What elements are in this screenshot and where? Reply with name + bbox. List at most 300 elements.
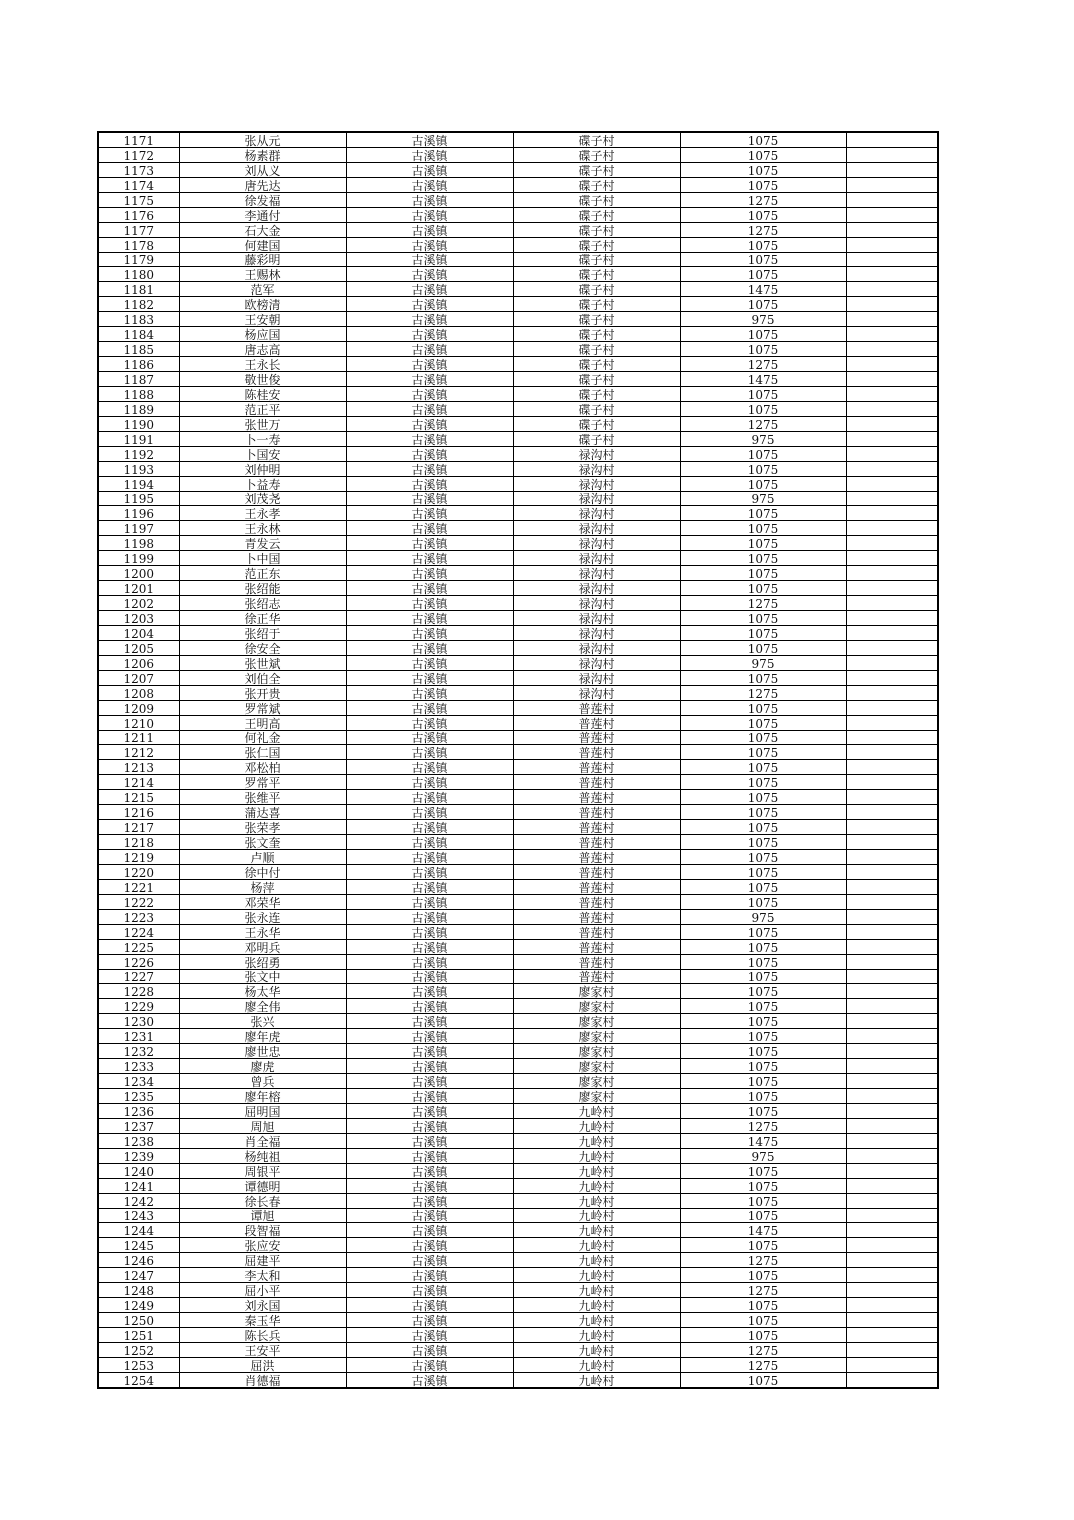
name-cell: 徐正华	[179, 611, 346, 626]
village-cell: 普莲村	[513, 864, 680, 879]
serial-number-cell: 1212	[98, 745, 179, 760]
name-cell: 杨萍	[179, 879, 346, 894]
amount-cell: 1475	[680, 372, 846, 387]
town-cell: 古溪镇	[346, 431, 513, 446]
remark-cell	[846, 521, 938, 536]
town-cell: 古溪镇	[346, 1268, 513, 1283]
name-cell: 周银平	[179, 1163, 346, 1178]
serial-number-cell: 1207	[98, 670, 179, 685]
name-cell: 邓明兵	[179, 939, 346, 954]
amount-cell: 1075	[680, 924, 846, 939]
village-cell: 普莲村	[513, 909, 680, 924]
town-cell: 古溪镇	[346, 372, 513, 387]
remark-cell	[846, 1372, 938, 1387]
remark-cell	[846, 386, 938, 401]
village-cell: 碟子村	[513, 327, 680, 342]
town-cell: 古溪镇	[346, 401, 513, 416]
serial-number-cell: 1191	[98, 431, 179, 446]
amount-cell: 1075	[680, 715, 846, 730]
remark-cell	[846, 357, 938, 372]
town-cell: 古溪镇	[346, 1328, 513, 1343]
amount-cell: 1075	[680, 611, 846, 626]
village-cell: 碟子村	[513, 252, 680, 267]
town-cell: 古溪镇	[346, 297, 513, 312]
serial-number-cell: 1190	[98, 416, 179, 431]
remark-cell	[846, 939, 938, 954]
table-row	[98, 357, 938, 372]
village-cell: 九岭村	[513, 1133, 680, 1148]
remark-cell	[846, 1208, 938, 1223]
name-cell: 卜国安	[179, 446, 346, 461]
amount-cell: 1075	[680, 521, 846, 536]
name-cell: 王明高	[179, 715, 346, 730]
village-cell: 禄沟村	[513, 536, 680, 551]
remark-cell	[846, 864, 938, 879]
table-row	[98, 640, 938, 655]
village-cell: 廖家村	[513, 1074, 680, 1089]
serial-number-cell: 1242	[98, 1193, 179, 1208]
serial-number-cell: 1187	[98, 372, 179, 387]
name-cell: 张世斌	[179, 655, 346, 670]
remark-cell	[846, 969, 938, 984]
amount-cell: 1075	[680, 820, 846, 835]
name-cell: 欧榜清	[179, 297, 346, 312]
village-cell: 九岭村	[513, 1283, 680, 1298]
remark-cell	[846, 760, 938, 775]
village-cell: 普莲村	[513, 850, 680, 865]
name-cell: 杨应国	[179, 327, 346, 342]
village-cell: 九岭村	[513, 1298, 680, 1313]
name-cell: 谭旭	[179, 1208, 346, 1223]
name-cell: 张绍于	[179, 625, 346, 640]
town-cell: 古溪镇	[346, 536, 513, 551]
name-cell: 李太和	[179, 1268, 346, 1283]
serial-number-cell: 1213	[98, 760, 179, 775]
table-row	[98, 1372, 938, 1387]
serial-number-cell: 1220	[98, 864, 179, 879]
table-row	[98, 1044, 938, 1059]
remark-cell	[846, 476, 938, 491]
town-cell: 古溪镇	[346, 715, 513, 730]
amount-cell: 1075	[680, 566, 846, 581]
name-cell: 张文中	[179, 969, 346, 984]
town-cell: 古溪镇	[346, 416, 513, 431]
village-cell: 普莲村	[513, 715, 680, 730]
serial-number-cell: 1227	[98, 969, 179, 984]
serial-number-cell: 1234	[98, 1074, 179, 1089]
amount-cell: 1275	[680, 685, 846, 700]
table-row	[98, 685, 938, 700]
amount-cell: 1475	[680, 1133, 846, 1148]
remark-cell	[846, 924, 938, 939]
name-cell: 张兴	[179, 1014, 346, 1029]
village-cell: 普莲村	[513, 700, 680, 715]
serial-number-cell: 1228	[98, 984, 179, 999]
remark-cell	[846, 491, 938, 506]
village-cell: 九岭村	[513, 1103, 680, 1118]
serial-number-cell: 1244	[98, 1223, 179, 1238]
amount-cell: 975	[680, 491, 846, 506]
serial-number-cell: 1192	[98, 446, 179, 461]
name-cell: 屈明国	[179, 1103, 346, 1118]
village-cell: 廖家村	[513, 1089, 680, 1104]
name-cell: 刘从义	[179, 162, 346, 177]
town-cell: 古溪镇	[346, 1313, 513, 1328]
name-cell: 蒲达喜	[179, 805, 346, 820]
serial-number-cell: 1218	[98, 835, 179, 850]
town-cell: 古溪镇	[346, 864, 513, 879]
amount-cell: 1275	[680, 1357, 846, 1372]
serial-number-cell: 1200	[98, 566, 179, 581]
remark-cell	[846, 640, 938, 655]
remark-cell	[846, 596, 938, 611]
town-cell: 古溪镇	[346, 1342, 513, 1357]
remark-cell	[846, 1178, 938, 1193]
town-cell: 古溪镇	[346, 312, 513, 327]
serial-number-cell: 1182	[98, 297, 179, 312]
table-row	[98, 446, 938, 461]
table-row	[98, 924, 938, 939]
table-row	[98, 1089, 938, 1104]
town-cell: 古溪镇	[346, 775, 513, 790]
town-cell: 古溪镇	[346, 207, 513, 222]
amount-cell: 1075	[680, 954, 846, 969]
serial-number-cell: 1219	[98, 850, 179, 865]
village-cell: 碟子村	[513, 132, 680, 147]
village-cell: 禄沟村	[513, 566, 680, 581]
serial-number-cell: 1245	[98, 1238, 179, 1253]
table-row	[98, 894, 938, 909]
serial-number-cell: 1225	[98, 939, 179, 954]
village-cell: 碟子村	[513, 312, 680, 327]
village-cell: 禄沟村	[513, 625, 680, 640]
amount-cell: 1075	[680, 401, 846, 416]
town-cell: 古溪镇	[346, 969, 513, 984]
amount-cell: 1075	[680, 476, 846, 491]
amount-cell: 1075	[680, 745, 846, 760]
table-row	[98, 625, 938, 640]
village-cell: 九岭村	[513, 1357, 680, 1372]
town-cell: 古溪镇	[346, 267, 513, 282]
amount-cell: 1075	[680, 640, 846, 655]
table-row	[98, 850, 938, 865]
table-row	[98, 476, 938, 491]
amount-cell: 1275	[680, 1253, 846, 1268]
town-cell: 古溪镇	[346, 1163, 513, 1178]
serial-number-cell: 1248	[98, 1283, 179, 1298]
town-cell: 古溪镇	[346, 1357, 513, 1372]
name-cell: 卢顺	[179, 850, 346, 865]
remark-cell	[846, 282, 938, 297]
name-cell: 张荣孝	[179, 820, 346, 835]
town-cell: 古溪镇	[346, 476, 513, 491]
town-cell: 古溪镇	[346, 147, 513, 162]
town-cell: 古溪镇	[346, 700, 513, 715]
village-cell: 普莲村	[513, 954, 680, 969]
amount-cell: 1075	[680, 1268, 846, 1283]
town-cell: 古溪镇	[346, 1283, 513, 1298]
table-row	[98, 984, 938, 999]
town-cell: 古溪镇	[346, 551, 513, 566]
remark-cell	[846, 790, 938, 805]
remark-cell	[846, 1059, 938, 1074]
serial-number-cell: 1177	[98, 222, 179, 237]
serial-number-cell: 1175	[98, 192, 179, 207]
name-cell: 杨素群	[179, 147, 346, 162]
remark-cell	[846, 1313, 938, 1328]
amount-cell: 1075	[680, 1193, 846, 1208]
village-cell: 禄沟村	[513, 491, 680, 506]
name-cell: 秦玉华	[179, 1313, 346, 1328]
serial-number-cell: 1214	[98, 775, 179, 790]
serial-number-cell: 1229	[98, 999, 179, 1014]
table-row	[98, 162, 938, 177]
table-row	[98, 999, 938, 1014]
table-row	[98, 222, 938, 237]
table-row	[98, 745, 938, 760]
table-row	[98, 1178, 938, 1193]
town-cell: 古溪镇	[346, 984, 513, 999]
amount-cell: 1075	[680, 551, 846, 566]
remark-cell	[846, 611, 938, 626]
name-cell: 徐发福	[179, 192, 346, 207]
remark-cell	[846, 1074, 938, 1089]
town-cell: 古溪镇	[346, 760, 513, 775]
name-cell: 屈建平	[179, 1253, 346, 1268]
village-cell: 禄沟村	[513, 461, 680, 476]
serial-number-cell: 1249	[98, 1298, 179, 1313]
name-cell: 王安朝	[179, 312, 346, 327]
remark-cell	[846, 655, 938, 670]
roster-table	[97, 131, 939, 1389]
village-cell: 普莲村	[513, 939, 680, 954]
amount-cell: 1275	[680, 1283, 846, 1298]
town-cell: 古溪镇	[346, 581, 513, 596]
table-row	[98, 491, 938, 506]
amount-cell: 1275	[680, 416, 846, 431]
table-row	[98, 297, 938, 312]
name-cell: 李通付	[179, 207, 346, 222]
serial-number-cell: 1243	[98, 1208, 179, 1223]
name-cell: 张维平	[179, 790, 346, 805]
village-cell: 九岭村	[513, 1118, 680, 1133]
serial-number-cell: 1238	[98, 1133, 179, 1148]
table-row	[98, 386, 938, 401]
remark-cell	[846, 1253, 938, 1268]
table-row	[98, 655, 938, 670]
serial-number-cell: 1196	[98, 506, 179, 521]
serial-number-cell: 1188	[98, 386, 179, 401]
remark-cell	[846, 835, 938, 850]
amount-cell: 1475	[680, 282, 846, 297]
amount-cell: 1075	[680, 506, 846, 521]
town-cell: 古溪镇	[346, 894, 513, 909]
serial-number-cell: 1231	[98, 1029, 179, 1044]
remark-cell	[846, 775, 938, 790]
remark-cell	[846, 372, 938, 387]
name-cell: 罗常斌	[179, 700, 346, 715]
village-cell: 普莲村	[513, 894, 680, 909]
amount-cell: 1075	[680, 386, 846, 401]
town-cell: 古溪镇	[346, 446, 513, 461]
name-cell: 张绍志	[179, 596, 346, 611]
town-cell: 古溪镇	[346, 132, 513, 147]
serial-number-cell: 1203	[98, 611, 179, 626]
serial-number-cell: 1216	[98, 805, 179, 820]
table-row	[98, 715, 938, 730]
serial-number-cell: 1224	[98, 924, 179, 939]
name-cell: 屈洪	[179, 1357, 346, 1372]
village-cell: 碟子村	[513, 431, 680, 446]
table-row	[98, 252, 938, 267]
town-cell: 古溪镇	[346, 327, 513, 342]
village-cell: 普莲村	[513, 879, 680, 894]
serial-number-cell: 1223	[98, 909, 179, 924]
town-cell: 古溪镇	[346, 640, 513, 655]
table-row	[98, 611, 938, 626]
remark-cell	[846, 401, 938, 416]
village-cell: 九岭村	[513, 1238, 680, 1253]
village-cell: 普莲村	[513, 790, 680, 805]
table-row	[98, 327, 938, 342]
village-cell: 九岭村	[513, 1313, 680, 1328]
amount-cell: 1075	[680, 939, 846, 954]
table-row	[98, 820, 938, 835]
town-cell: 古溪镇	[346, 805, 513, 820]
name-cell: 范正东	[179, 566, 346, 581]
table-row	[98, 909, 938, 924]
name-cell: 张绍能	[179, 581, 346, 596]
remark-cell	[846, 1148, 938, 1163]
remark-cell	[846, 894, 938, 909]
town-cell: 古溪镇	[346, 954, 513, 969]
name-cell: 廖虎	[179, 1059, 346, 1074]
name-cell: 张世万	[179, 416, 346, 431]
amount-cell: 1075	[680, 1208, 846, 1223]
remark-cell	[846, 879, 938, 894]
amount-cell: 1075	[680, 267, 846, 282]
remark-cell	[846, 670, 938, 685]
table-row	[98, 207, 938, 222]
remark-cell	[846, 999, 938, 1014]
village-cell: 廖家村	[513, 1029, 680, 1044]
remark-cell	[846, 327, 938, 342]
remark-cell	[846, 581, 938, 596]
serial-number-cell: 1204	[98, 625, 179, 640]
town-cell: 古溪镇	[346, 1253, 513, 1268]
amount-cell: 1075	[680, 1178, 846, 1193]
name-cell: 卜益寿	[179, 476, 346, 491]
table-row	[98, 1238, 938, 1253]
village-cell: 普莲村	[513, 969, 680, 984]
serial-number-cell: 1178	[98, 237, 179, 252]
remark-cell	[846, 1133, 938, 1148]
village-cell: 禄沟村	[513, 551, 680, 566]
table-row	[98, 1193, 938, 1208]
name-cell: 王安平	[179, 1342, 346, 1357]
remark-cell	[846, 1298, 938, 1313]
name-cell: 王永长	[179, 357, 346, 372]
amount-cell: 1075	[680, 162, 846, 177]
village-cell: 廖家村	[513, 1014, 680, 1029]
serial-number-cell: 1253	[98, 1357, 179, 1372]
town-cell: 古溪镇	[346, 491, 513, 506]
amount-cell: 975	[680, 909, 846, 924]
table-row	[98, 1223, 938, 1238]
name-cell: 范军	[179, 282, 346, 297]
table-row	[98, 1313, 938, 1328]
town-cell: 古溪镇	[346, 1118, 513, 1133]
remark-cell	[846, 506, 938, 521]
remark-cell	[846, 850, 938, 865]
remark-cell	[846, 1163, 938, 1178]
remark-cell	[846, 431, 938, 446]
amount-cell: 1075	[680, 1029, 846, 1044]
name-cell: 张仁国	[179, 745, 346, 760]
amount-cell: 1075	[680, 1163, 846, 1178]
town-cell: 古溪镇	[346, 1059, 513, 1074]
town-cell: 古溪镇	[346, 1029, 513, 1044]
town-cell: 古溪镇	[346, 1074, 513, 1089]
name-cell: 张从元	[179, 132, 346, 147]
name-cell: 王永林	[179, 521, 346, 536]
remark-cell	[846, 685, 938, 700]
serial-number-cell: 1251	[98, 1328, 179, 1343]
remark-cell	[846, 820, 938, 835]
serial-number-cell: 1233	[98, 1059, 179, 1074]
town-cell: 古溪镇	[346, 596, 513, 611]
name-cell: 张永连	[179, 909, 346, 924]
village-cell: 碟子村	[513, 207, 680, 222]
serial-number-cell: 1240	[98, 1163, 179, 1178]
name-cell: 罗常平	[179, 775, 346, 790]
name-cell: 肖德福	[179, 1372, 346, 1387]
amount-cell: 1075	[680, 177, 846, 192]
table-row	[98, 775, 938, 790]
remark-cell	[846, 745, 938, 760]
remark-cell	[846, 267, 938, 282]
amount-cell: 1075	[680, 730, 846, 745]
remark-cell	[846, 1328, 938, 1343]
roster-table-body	[98, 132, 938, 1388]
serial-number-cell: 1221	[98, 879, 179, 894]
name-cell: 廖年虎	[179, 1029, 346, 1044]
village-cell: 九岭村	[513, 1268, 680, 1283]
remark-cell	[846, 162, 938, 177]
name-cell: 藤彩明	[179, 252, 346, 267]
serial-number-cell: 1210	[98, 715, 179, 730]
name-cell: 张绍勇	[179, 954, 346, 969]
remark-cell	[846, 954, 938, 969]
name-cell: 徐中付	[179, 864, 346, 879]
village-cell: 廖家村	[513, 984, 680, 999]
name-cell: 陈桂安	[179, 386, 346, 401]
town-cell: 古溪镇	[346, 1103, 513, 1118]
village-cell: 九岭村	[513, 1208, 680, 1223]
remark-cell	[846, 1357, 938, 1372]
amount-cell: 1075	[680, 760, 846, 775]
table-row	[98, 177, 938, 192]
table-row	[98, 1029, 938, 1044]
table-row	[98, 730, 938, 745]
town-cell: 古溪镇	[346, 566, 513, 581]
village-cell: 碟子村	[513, 416, 680, 431]
table-row	[98, 521, 938, 536]
village-cell: 禄沟村	[513, 611, 680, 626]
serial-number-cell: 1184	[98, 327, 179, 342]
serial-number-cell: 1215	[98, 790, 179, 805]
serial-number-cell: 1236	[98, 1103, 179, 1118]
